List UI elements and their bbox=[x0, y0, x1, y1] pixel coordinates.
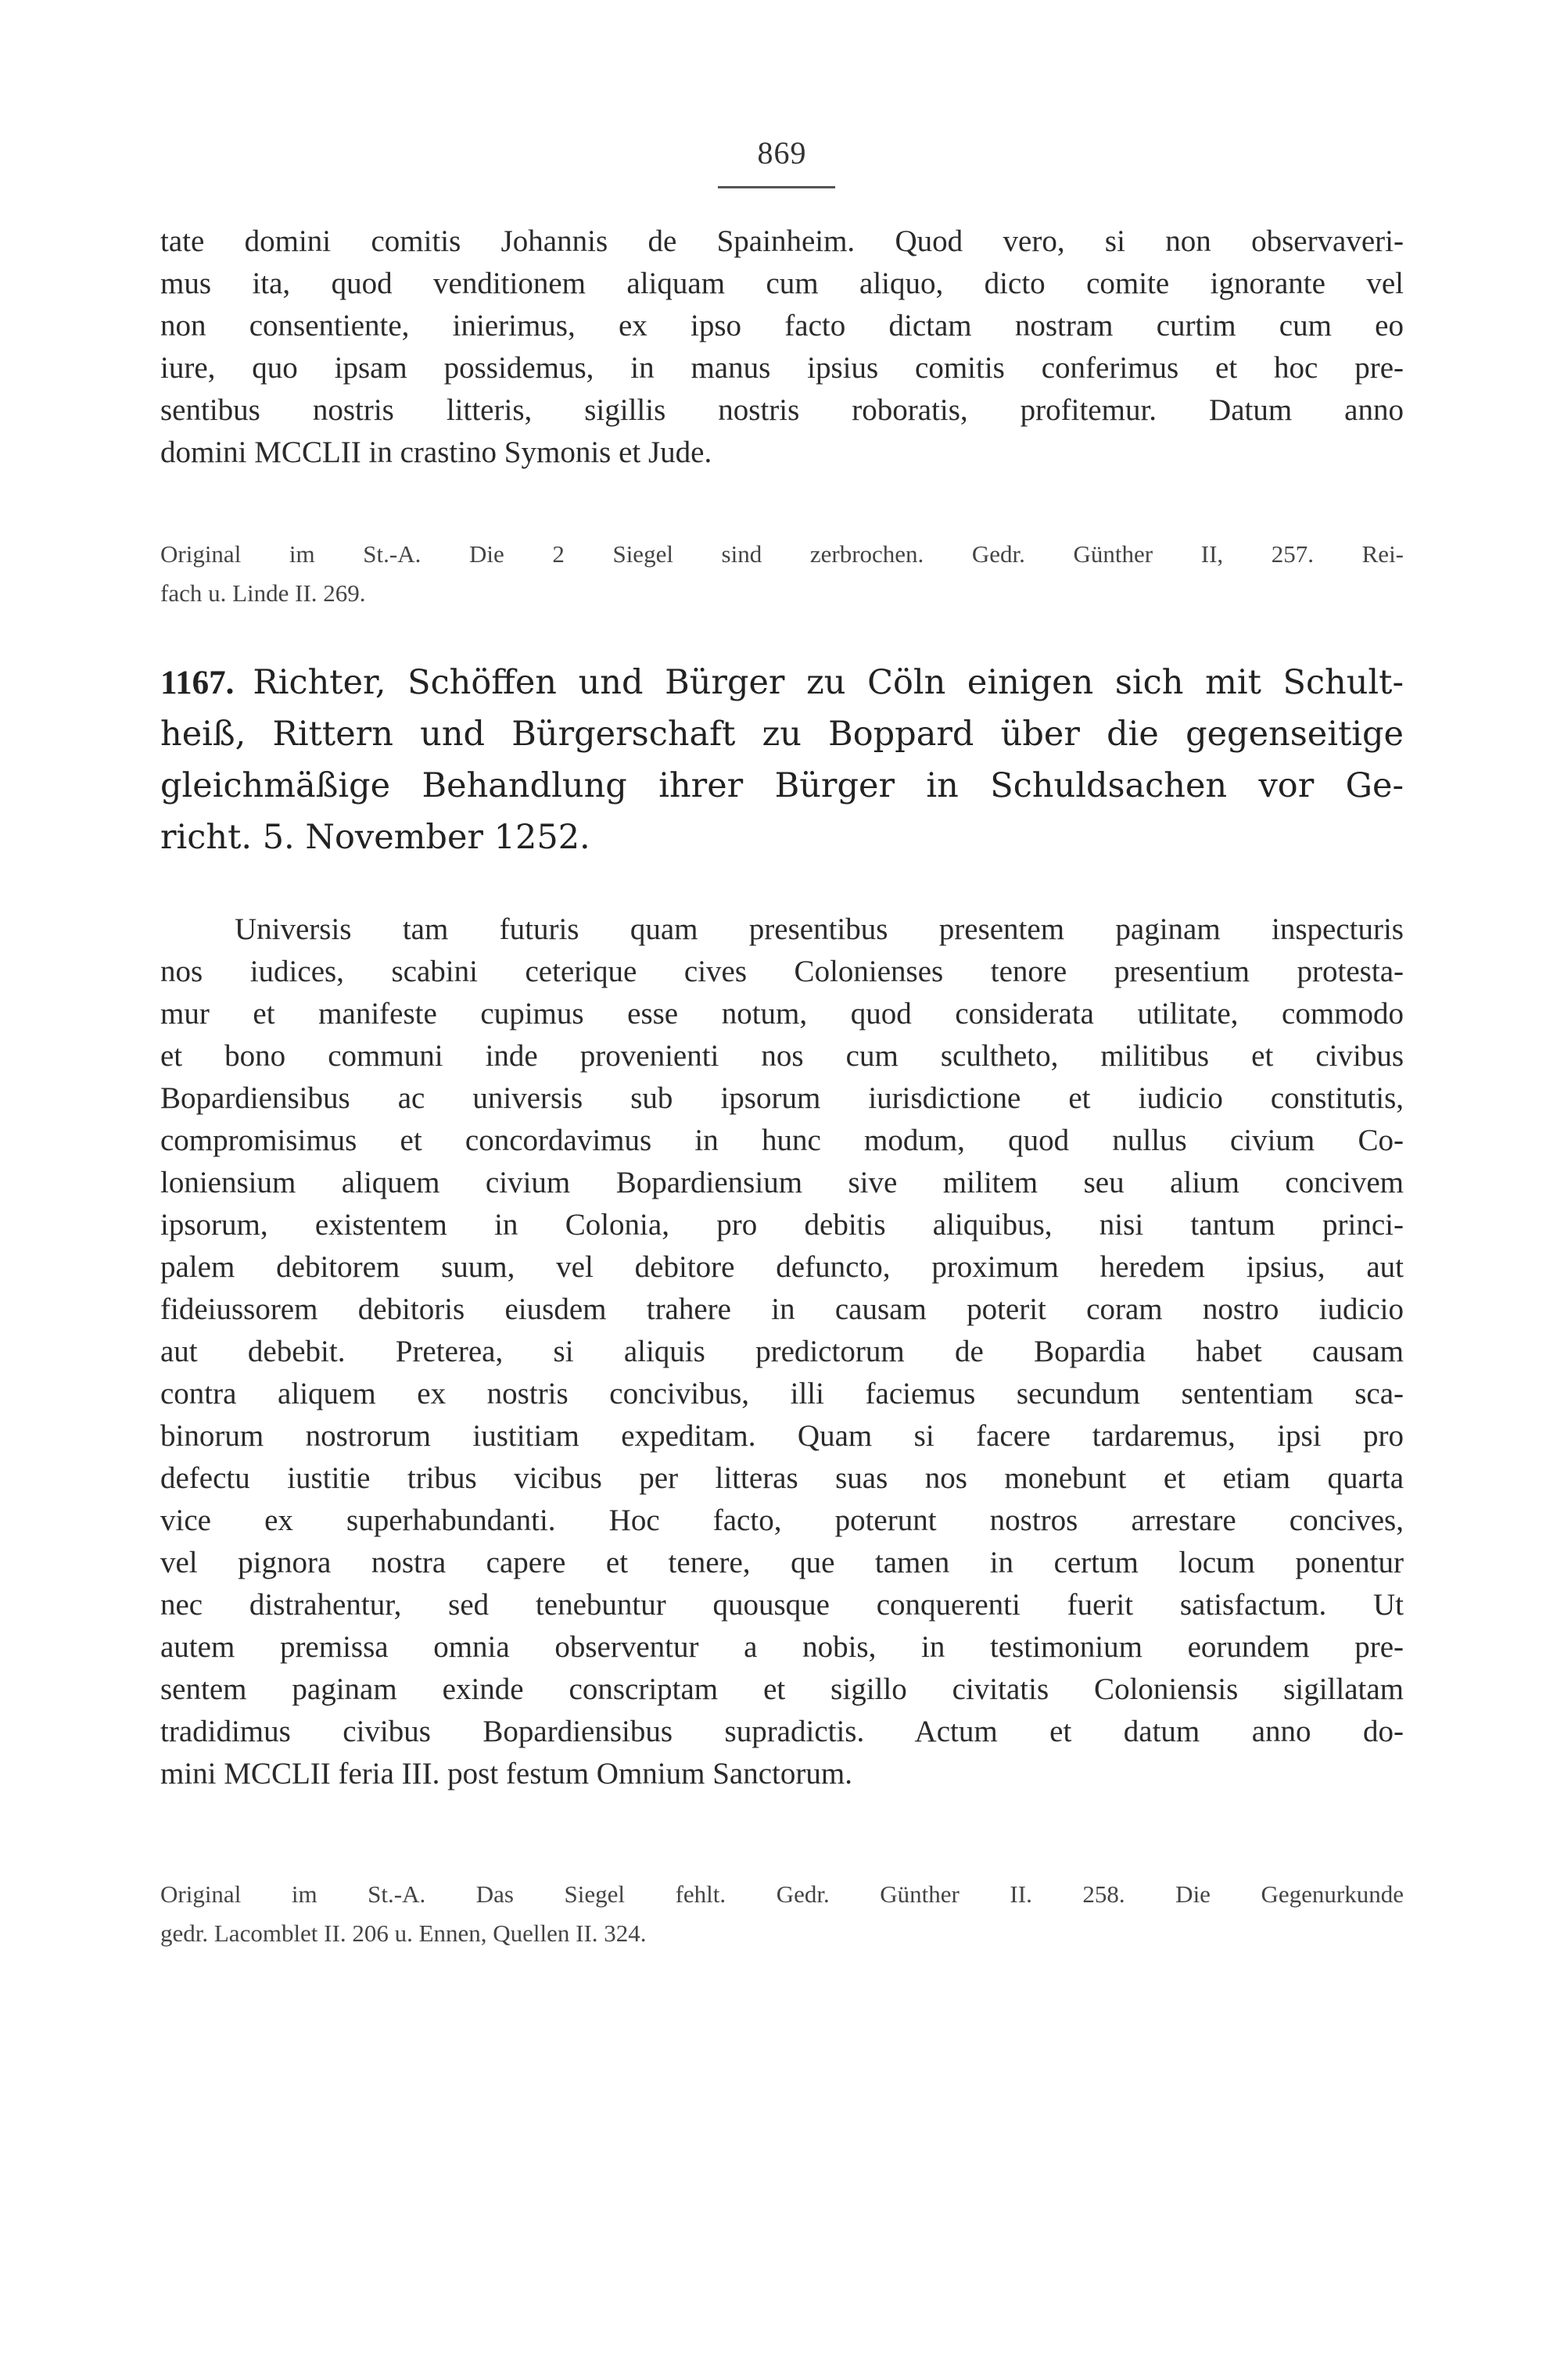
text-line: aut debebit. Preterea, si aliquis predictorum de Bopardia habet causam bbox=[160, 1335, 1404, 1368]
text-line: Universis tam futuris quam presentibus presentem paginam inspecturis bbox=[235, 912, 1404, 946]
text-line: loniensium aliquem civium Bopardiensium sive militem seu alium concivem bbox=[160, 1166, 1404, 1199]
text-line: mus ita, quod venditionem aliquam cum aliquo, dicto comite ignorante vel bbox=[160, 267, 1404, 300]
main-paragraph bbox=[160, 909, 1404, 1795]
text-line: domini MCCLII in crastino Symonis et Jude. bbox=[160, 435, 712, 469]
page-number-rule bbox=[718, 186, 835, 188]
bottom-source-note bbox=[160, 1875, 1404, 1953]
text-line: non consentiente, inierimus, ex ipso facto dictam nostram curtim cum eo bbox=[160, 309, 1404, 342]
top-paragraph bbox=[160, 220, 1404, 474]
note-line: Original im St.-A. Das Siegel fehlt. Gedr. Günther II. 258. Die Gegenurkunde bbox=[160, 1880, 1404, 1908]
text-line: vice ex superhabundanti. Hoc facto, poterunt nostros arrestare concives, bbox=[160, 1504, 1404, 1537]
heading-line: gleichmäßige Behandlung ihrer Bürger in Schuldsachen vor Ge- bbox=[160, 766, 1404, 805]
page-number: 869 bbox=[757, 135, 807, 170]
text-line: fideiussorem debitoris eiusdem trahere in causam poterit coram nostro iudicio bbox=[160, 1292, 1404, 1326]
text-line: binorum nostrorum iustitiam expeditam. Quam si facere tardaremus, ipsi pro bbox=[160, 1419, 1404, 1453]
text-line: ipsorum, existentem in Colonia, pro debitis aliquibus, nisi tantum princi- bbox=[160, 1208, 1404, 1242]
document-number: 1167. bbox=[160, 665, 235, 701]
note-line: Original im St.-A. Die 2 Siegel sind zerbrochen. Gedr. Günther II, 257. Rei- bbox=[160, 540, 1404, 568]
note-line: gedr. Lacomblet II. 206 u. Ennen, Quellen II. 324. bbox=[160, 1919, 647, 1947]
text-line: tradidimus civibus Bopardiensibus supradictis. Actum et datum anno do- bbox=[160, 1715, 1404, 1748]
text-line: palem debitorem suum, vel debitore defuncto, proximum heredem ipsius, aut bbox=[160, 1250, 1404, 1284]
text-line: sentibus nostris litteris, sigillis nostris roboratis, profitemur. Datum anno bbox=[160, 393, 1404, 427]
note-line: fach u. Linde II. 269. bbox=[160, 579, 366, 607]
text-line: compromisimus et concordavimus in hunc modum, quod nullus civium Co- bbox=[160, 1124, 1404, 1157]
text-line: nec distrahentur, sed tenebuntur quousque conquerenti fuerit satisfactum. Ut bbox=[160, 1588, 1404, 1622]
text-line: iure, quo ipsam possidemus, in manus ipsius comitis conferimus et hoc pre- bbox=[160, 351, 1404, 385]
text-line: Bopardiensibus ac universis sub ipsorum iurisdictione et iudicio constitutis, bbox=[160, 1081, 1404, 1115]
text-line: sentem paginam exinde conscriptam et sigillo civitatis Coloniensis sigillatam bbox=[160, 1672, 1404, 1706]
text-line: autem premissa omnia observentur a nobis, in testimonium eorundem pre- bbox=[160, 1630, 1404, 1664]
text-line: vel pignora nostra capere et tenere, que tamen in certum locum ponentur bbox=[160, 1546, 1404, 1579]
text-line: defectu iustitie tribus vicibus per litteras suas nos monebunt et etiam quarta bbox=[160, 1461, 1404, 1495]
heading-line: heiß, Rittern und Bürgerschaft zu Boppard über die gegenseitige bbox=[160, 715, 1404, 754]
text-line: contra aliquem ex nostris concivibus, illi faciemus secundum sententiam sca- bbox=[160, 1377, 1404, 1410]
top-source-note bbox=[160, 535, 1404, 613]
text-line: mur et manifeste cupimus esse notum, quod considerata utilitate, commodo bbox=[160, 997, 1404, 1030]
document-heading bbox=[160, 657, 1404, 863]
text-line: tate domini comitis Johannis de Spainheim. Quod vero, si non observaveri- bbox=[160, 224, 1404, 258]
text-line: mini MCCLII feria III. post festum Omnium Sanctorum. bbox=[160, 1757, 852, 1790]
heading-line bbox=[160, 657, 1404, 708]
heading-text: Richter, Schöffen und Bürger zu Cöln einigen sich mit Schult- bbox=[253, 663, 1404, 702]
text-line: et bono communi inde provenienti nos cum scultheto, militibus et civibus bbox=[160, 1039, 1404, 1073]
text-line: nos iudices, scabini ceterique cives Colonienses tenore presentium protesta- bbox=[160, 955, 1404, 988]
heading-line: richt. 5. November 1252. bbox=[160, 818, 590, 857]
